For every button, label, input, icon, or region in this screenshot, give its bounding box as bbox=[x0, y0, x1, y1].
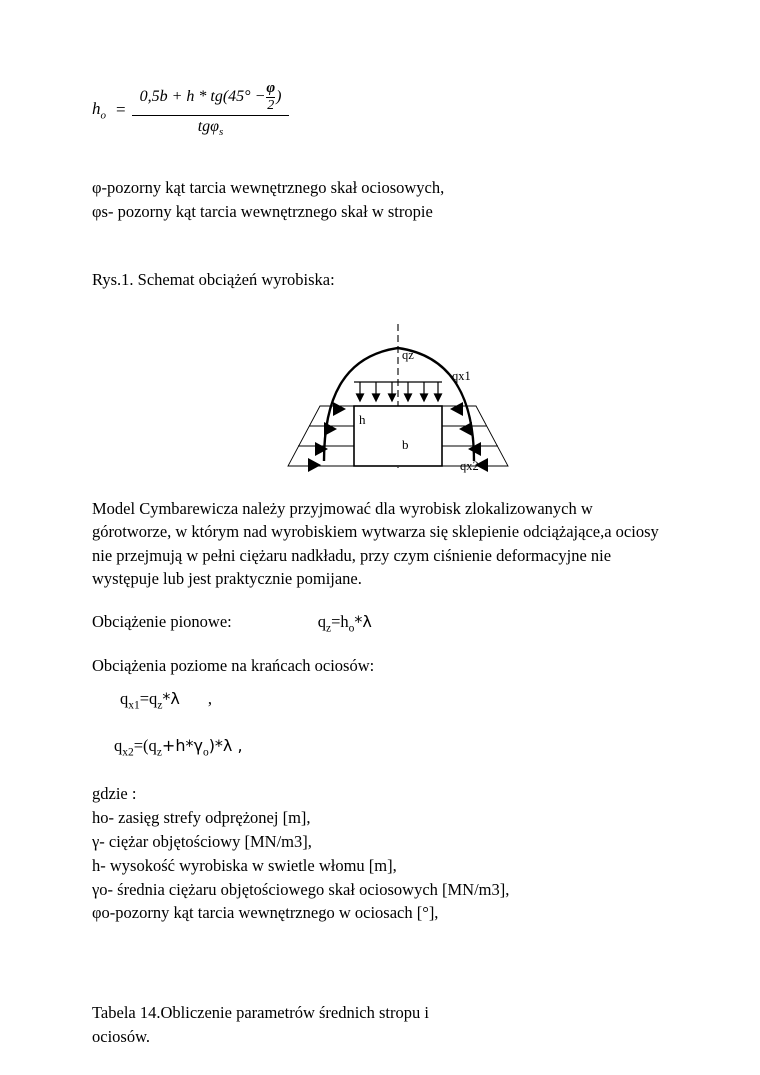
vertical-load-row bbox=[92, 610, 672, 638]
figure-schemat-obciazen bbox=[92, 306, 672, 491]
body-paragraph: Model Cymbarewicza należy przyjmować dla wyrobisk zlokalizowanych w górotworze, w którym nad wyrobiskiem wytwarza się sklepienie odciążające,a ociosy nie przejmują w pełni ciężaru nadkładu, przy czym ciśnienie deformacyjne nie występuje lub jest praktycznie pomijane. bbox=[92, 498, 659, 589]
table-caption-line-2: ociosów. bbox=[92, 1027, 151, 1047]
legend-item-ho: ho- zasięg strefy odprężonej [m], bbox=[92, 807, 311, 827]
definition-phi: φ-pozorny kąt tarcia wewnętrznego skał ociosowych, bbox=[92, 178, 445, 197]
formula-numerator-suffix: ) bbox=[276, 88, 282, 106]
figure-label-qx2: qx2 bbox=[460, 458, 479, 473]
qx1-formula: $q_{x1}=q_z*\lambda$ , bbox=[120, 688, 213, 712]
legend-item-gamma: γ- ciężar objętościowy [MN/m3], bbox=[92, 831, 312, 851]
vertical-load-label: Obciążenie pionowe: bbox=[92, 612, 232, 632]
legend-item-h: h- wysokość wyrobiska w swietle włomu [m], bbox=[92, 855, 397, 875]
horizontal-load-label: Obciążenia poziome na krańcach ociosów: bbox=[92, 656, 375, 675]
formula-numerator-prefix: 0,5b + h * tg(45° − bbox=[139, 88, 266, 106]
formula-ho bbox=[92, 78, 672, 142]
figure-label-qx1: qx1 bbox=[452, 368, 471, 383]
legend-item-gamma-o: γo- średnia ciężaru objętościowego skał ociosowych [MN/m3], bbox=[92, 879, 510, 899]
figure-svg bbox=[92, 306, 672, 491]
qx2-formula: $q_{x2}=(q_z+h*\gamma_o)*\lambda$ , bbox=[114, 736, 243, 759]
formula-denominator: tgφ$_s$ bbox=[197, 118, 224, 139]
document-content bbox=[92, 78, 672, 1049]
formula-inner-numerator: φ bbox=[266, 80, 276, 97]
formula-equals: = bbox=[116, 100, 126, 119]
left-arrows bbox=[308, 402, 346, 472]
left-load-hatch bbox=[288, 406, 354, 466]
figure-label-h: h bbox=[359, 411, 366, 427]
excavation-rect bbox=[354, 406, 442, 466]
formula-inner-denominator: 2 bbox=[267, 98, 275, 114]
formula-numerator bbox=[132, 81, 290, 115]
definition-phi-s: φs- pozorny kąt tarcia wewnętrznego skał w stropie bbox=[92, 201, 433, 221]
formula-inner-fraction bbox=[266, 81, 275, 113]
legend-item-phi-o: φo-pozorny kąt tarcia wewnętrznego w ociosach [°], bbox=[92, 903, 439, 923]
figure-label-qz: qz bbox=[402, 347, 414, 362]
figure-label-b: b bbox=[402, 436, 409, 452]
formula-fraction bbox=[132, 81, 290, 138]
figure-caption: Rys.1. Schemat obciążeń wyrobiska: bbox=[92, 269, 335, 289]
table-caption-line-1: Tabela 14.Obliczenie parametrów średnich stropu i bbox=[92, 1003, 429, 1023]
vertical-load-formula: $q_z=h_o*\lambda$ bbox=[317, 612, 372, 635]
where-label: gdzie : bbox=[92, 783, 137, 803]
formula-lhs: $h_o$ bbox=[92, 98, 106, 122]
qz-arrows bbox=[357, 382, 442, 401]
